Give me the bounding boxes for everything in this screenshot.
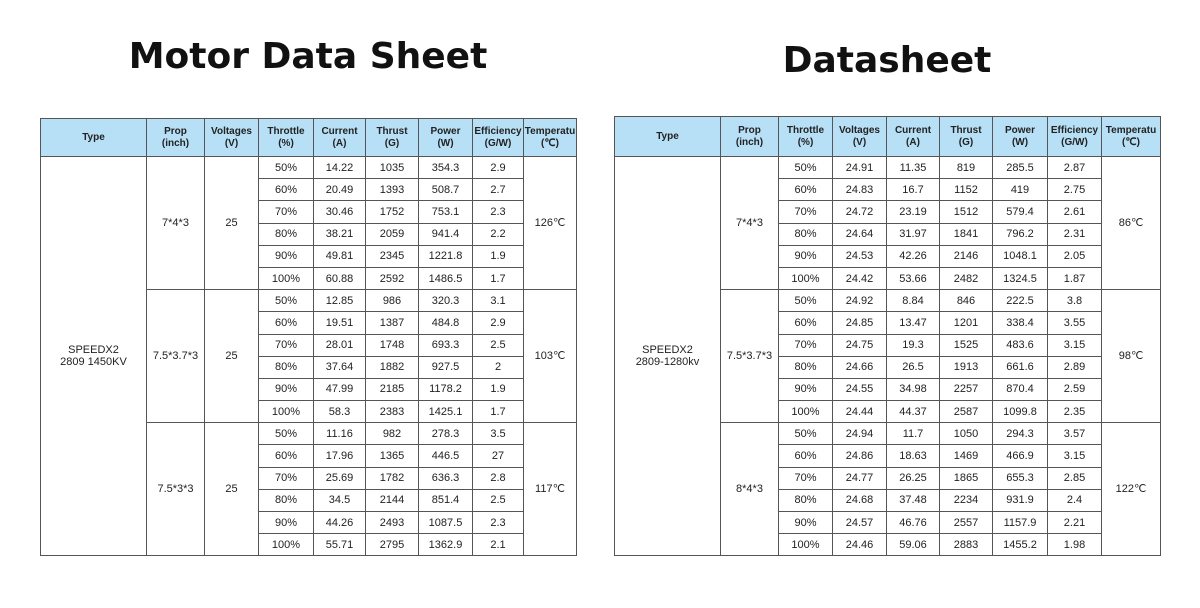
data-cell: 2587 [940,401,993,423]
data-cell: 60% [259,312,314,334]
data-cell: 1.7 [473,401,524,423]
data-cell: 2795 [366,534,419,556]
data-cell: 18.63 [887,445,940,467]
data-cell: 982 [366,423,419,445]
data-cell: 100% [259,534,314,556]
data-cell: 23.19 [887,201,940,223]
column-header [721,117,779,157]
data-cell: 70% [259,201,314,223]
data-cell: 1035 [366,157,419,179]
data-cell: 3.15 [1048,445,1102,467]
header-label: Efficiency [1050,124,1099,136]
data-cell: 59.06 [887,534,940,556]
data-cell: 636.3 [419,467,473,489]
data-cell: 2059 [366,223,419,245]
data-cell: 1882 [366,356,419,378]
data-cell: 1865 [940,467,993,489]
data-cell: 70% [779,201,833,223]
data-cell: 338.4 [993,312,1048,334]
prop-cell: 7.5*3.7*3 [721,290,779,423]
column-header [473,119,524,157]
table-row [615,157,1161,179]
data-cell: 693.3 [419,334,473,356]
data-cell: 2.75 [1048,179,1102,201]
data-cell: 1178.2 [419,378,473,400]
table-header-row [41,119,577,157]
data-cell: 60% [259,445,314,467]
data-cell: 19.3 [887,334,940,356]
header-unit: (G) [384,137,400,149]
data-cell: 24.86 [833,445,887,467]
data-cell: 941.4 [419,223,473,245]
header-unit: (%) [278,137,294,149]
data-cell: 986 [366,290,419,312]
data-cell: 24.77 [833,467,887,489]
header-unit: (A) [906,136,920,148]
prop-cell: 8*4*3 [721,423,779,556]
data-cell: 1455.2 [993,534,1048,556]
column-header [205,119,259,157]
data-cell: 60% [779,312,833,334]
table-row [41,157,577,179]
header-label: Current [894,124,932,136]
header-label: Current [321,125,358,137]
temperature-cell: 122℃ [1102,423,1161,556]
data-cell: 931.9 [993,489,1048,511]
data-cell: 80% [779,489,833,511]
data-cell: 2.85 [1048,467,1102,489]
data-cell: 466.9 [993,445,1048,467]
data-cell: 24.85 [833,312,887,334]
header-label: Type [82,131,105,143]
header-label: Thrust [950,124,982,136]
data-cell: 24.44 [833,401,887,423]
prop-cell: 7*4*3 [721,157,779,290]
data-cell: 31.97 [887,223,940,245]
column-header [615,117,721,157]
prop-cell: 7.5*3*3 [147,423,205,556]
data-cell: 1.98 [1048,534,1102,556]
motor-type-cell [41,157,147,556]
data-cell: 2.61 [1048,201,1102,223]
motor-type-line: SPEEDX2 [642,344,693,357]
column-header [833,117,887,157]
data-cell: 19.51 [314,312,366,334]
right-sheet-title: Datasheet [782,40,992,81]
data-cell: 24.92 [833,290,887,312]
data-cell: 278.3 [419,423,473,445]
data-cell: 1221.8 [419,245,473,267]
data-cell: 24.53 [833,245,887,267]
data-cell: 55.71 [314,534,366,556]
header-label: Prop [164,125,187,137]
temperature-cell: 86℃ [1102,157,1161,290]
data-cell: 24.42 [833,267,887,289]
data-cell: 222.5 [993,290,1048,312]
data-cell: 90% [259,512,314,534]
data-cell: 90% [779,512,833,534]
data-cell: 2.8 [473,467,524,489]
data-cell: 20.49 [314,179,366,201]
data-cell: 50% [779,423,833,445]
header-label: Temperatu [1105,124,1157,136]
data-cell: 508.7 [419,179,473,201]
data-cell: 2.05 [1048,245,1102,267]
data-cell: 2.59 [1048,378,1102,400]
data-cell: 49.81 [314,245,366,267]
data-cell: 12.85 [314,290,366,312]
data-cell: 70% [779,334,833,356]
data-cell: 70% [259,334,314,356]
data-cell: 2.3 [473,201,524,223]
header-label: Voltages [211,125,252,137]
data-cell: 80% [259,223,314,245]
data-cell: 16.7 [887,179,940,201]
data-cell: 1324.5 [993,267,1048,289]
data-cell: 24.91 [833,157,887,179]
motor-type-line: 2809-1280kv [635,356,700,369]
header-label: Type [656,130,679,142]
data-cell: 1048.1 [993,245,1048,267]
motor-data-table-left [40,118,577,556]
data-cell: 2.21 [1048,512,1102,534]
data-cell: 1201 [940,312,993,334]
motor-type-line: 2809 1450KV [60,356,127,369]
data-cell: 579.4 [993,201,1048,223]
header-unit: (W) [437,137,454,149]
temperature-cell: 103℃ [524,290,577,423]
column-header [366,119,419,157]
data-cell: 1469 [940,445,993,467]
data-cell: 819 [940,157,993,179]
data-cell: 1.87 [1048,267,1102,289]
data-cell: 661.6 [993,356,1048,378]
header-unit: (%) [797,136,814,148]
header-label: Efficiency [474,125,522,137]
data-cell: 1365 [366,445,419,467]
header-unit: (℃) [1122,136,1140,148]
data-cell: 26.25 [887,467,940,489]
data-cell: 24.94 [833,423,887,445]
data-cell: 2883 [940,534,993,556]
data-cell: 446.5 [419,445,473,467]
data-cell: 870.4 [993,378,1048,400]
data-cell: 1099.8 [993,401,1048,423]
data-cell: 484.8 [419,312,473,334]
data-cell: 34.5 [314,489,366,511]
data-cell: 2.5 [473,489,524,511]
data-cell: 80% [259,356,314,378]
data-cell: 24.55 [833,378,887,400]
header-unit: (inch) [161,137,190,149]
data-cell: 100% [779,401,833,423]
header-unit: (℃) [541,137,559,149]
data-cell: 60% [779,445,833,467]
header-label: Power [1004,124,1035,136]
header-unit: (G) [958,136,974,148]
data-cell: 44.26 [314,512,366,534]
voltage-cell: 25 [205,423,259,556]
data-cell: 1.9 [473,245,524,267]
data-cell: 37.48 [887,489,940,511]
data-cell: 2144 [366,489,419,511]
data-cell: 1525 [940,334,993,356]
prop-cell: 7.5*3.7*3 [147,290,205,423]
data-cell: 2383 [366,401,419,423]
header-label: Throttle [786,124,825,136]
data-cell: 90% [259,378,314,400]
data-cell: 2.35 [1048,401,1102,423]
header-unit: (inch) [735,136,764,148]
data-cell: 1.7 [473,267,524,289]
column-header [887,117,940,157]
data-cell: 294.3 [993,423,1048,445]
data-cell: 13.47 [887,312,940,334]
column-header [993,117,1048,157]
data-cell: 50% [259,290,314,312]
data-cell: 11.7 [887,423,940,445]
data-cell: 17.96 [314,445,366,467]
data-cell: 100% [259,267,314,289]
data-cell: 34.98 [887,378,940,400]
data-cell: 24.83 [833,179,887,201]
data-cell: 50% [259,423,314,445]
header-unit: (V) [224,137,239,149]
data-cell: 80% [779,356,833,378]
data-cell: 100% [259,401,314,423]
data-cell: 2.87 [1048,157,1102,179]
temperature-cell: 117℃ [524,423,577,556]
data-cell: 3.5 [473,423,524,445]
data-cell: 53.66 [887,267,940,289]
data-cell: 50% [779,157,833,179]
column-header [524,119,577,157]
data-cell: 70% [779,467,833,489]
data-cell: 655.3 [993,467,1048,489]
header-label: Throttle [267,125,305,137]
header-unit: (A) [332,137,347,149]
data-cell: 3.57 [1048,423,1102,445]
data-cell: 60% [259,179,314,201]
data-cell: 2.4 [1048,489,1102,511]
data-cell: 30.46 [314,201,366,223]
voltage-cell: 25 [205,157,259,290]
data-cell: 2557 [940,512,993,534]
data-cell: 320.3 [419,290,473,312]
data-cell: 2592 [366,267,419,289]
header-unit: (G/W) [484,137,512,149]
column-header [1048,117,1102,157]
data-cell: 2234 [940,489,993,511]
data-cell: 1050 [940,423,993,445]
data-cell: 1387 [366,312,419,334]
data-cell: 1152 [940,179,993,201]
data-cell: 80% [259,489,314,511]
data-cell: 1.9 [473,378,524,400]
table-header-row [615,117,1161,157]
data-cell: 24.64 [833,223,887,245]
data-cell: 483.6 [993,334,1048,356]
data-cell: 25.69 [314,467,366,489]
motor-type-cell [615,157,721,556]
data-cell: 60.88 [314,267,366,289]
data-cell: 419 [993,179,1048,201]
data-cell: 44.37 [887,401,940,423]
data-cell: 14.22 [314,157,366,179]
data-cell: 3.55 [1048,312,1102,334]
data-cell: 58.3 [314,401,366,423]
data-cell: 1782 [366,467,419,489]
data-cell: 24.57 [833,512,887,534]
header-label: Thrust [376,125,408,137]
data-cell: 1087.5 [419,512,473,534]
header-label: Power [430,125,461,137]
data-cell: 285.5 [993,157,1048,179]
motor-data-table-right [614,116,1161,556]
data-cell: 28.01 [314,334,366,356]
header-label: Temperatu [524,125,576,137]
data-cell: 46.76 [887,512,940,534]
data-cell: 3.15 [1048,334,1102,356]
data-cell: 2.2 [473,223,524,245]
data-cell: 2 [473,356,524,378]
temperature-cell: 126℃ [524,157,577,290]
column-header [940,117,993,157]
data-cell: 1362.9 [419,534,473,556]
data-cell: 927.5 [419,356,473,378]
left-sheet-title: Motor Data Sheet [128,36,488,77]
data-cell: 3.8 [1048,290,1102,312]
data-cell: 1157.9 [993,512,1048,534]
data-cell: 846 [940,290,993,312]
data-cell: 70% [259,467,314,489]
data-cell: 2482 [940,267,993,289]
data-cell: 60% [779,179,833,201]
header-label: Prop [738,124,761,136]
data-cell: 2345 [366,245,419,267]
header-unit: (V) [852,136,867,148]
data-cell: 24.75 [833,334,887,356]
header-unit: (G/W) [1061,136,1088,148]
data-cell: 1393 [366,179,419,201]
data-cell: 1913 [940,356,993,378]
column-header [147,119,205,157]
data-cell: 796.2 [993,223,1048,245]
data-cell: 2.1 [473,534,524,556]
header-label: Voltages [839,124,880,136]
data-cell: 37.64 [314,356,366,378]
data-cell: 2.3 [473,512,524,534]
data-cell: 50% [779,290,833,312]
data-cell: 2.89 [1048,356,1102,378]
data-cell: 851.4 [419,489,473,511]
data-cell: 2.7 [473,179,524,201]
data-cell: 2493 [366,512,419,534]
data-cell: 11.35 [887,157,940,179]
temperature-cell: 98℃ [1102,290,1161,423]
data-cell: 2.9 [473,157,524,179]
data-cell: 27 [473,445,524,467]
data-cell: 90% [779,378,833,400]
column-header [314,119,366,157]
data-cell: 2.5 [473,334,524,356]
data-cell: 11.16 [314,423,366,445]
column-header [779,117,833,157]
data-cell: 26.5 [887,356,940,378]
column-header [419,119,473,157]
data-cell: 8.84 [887,290,940,312]
data-cell: 90% [259,245,314,267]
header-unit: (W) [1011,136,1029,148]
data-cell: 24.46 [833,534,887,556]
data-cell: 3.1 [473,290,524,312]
voltage-cell: 25 [205,290,259,423]
data-cell: 2.31 [1048,223,1102,245]
data-cell: 1425.1 [419,401,473,423]
data-cell: 100% [779,267,833,289]
data-cell: 24.68 [833,489,887,511]
data-cell: 100% [779,534,833,556]
data-cell: 753.1 [419,201,473,223]
data-cell: 2146 [940,245,993,267]
column-header [1102,117,1161,157]
data-cell: 42.26 [887,245,940,267]
data-cell: 1512 [940,201,993,223]
motor-type-line: SPEEDX2 [68,344,119,357]
data-cell: 354.3 [419,157,473,179]
data-cell: 2.9 [473,312,524,334]
data-cell: 24.66 [833,356,887,378]
column-header [41,119,147,157]
data-cell: 2185 [366,378,419,400]
data-cell: 80% [779,223,833,245]
data-cell: 1748 [366,334,419,356]
data-cell: 38.21 [314,223,366,245]
data-cell: 1752 [366,201,419,223]
prop-cell: 7*4*3 [147,157,205,290]
data-cell: 50% [259,157,314,179]
data-cell: 24.72 [833,201,887,223]
data-cell: 1486.5 [419,267,473,289]
data-cell: 1841 [940,223,993,245]
column-header [259,119,314,157]
data-cell: 47.99 [314,378,366,400]
data-cell: 2257 [940,378,993,400]
data-cell: 90% [779,245,833,267]
